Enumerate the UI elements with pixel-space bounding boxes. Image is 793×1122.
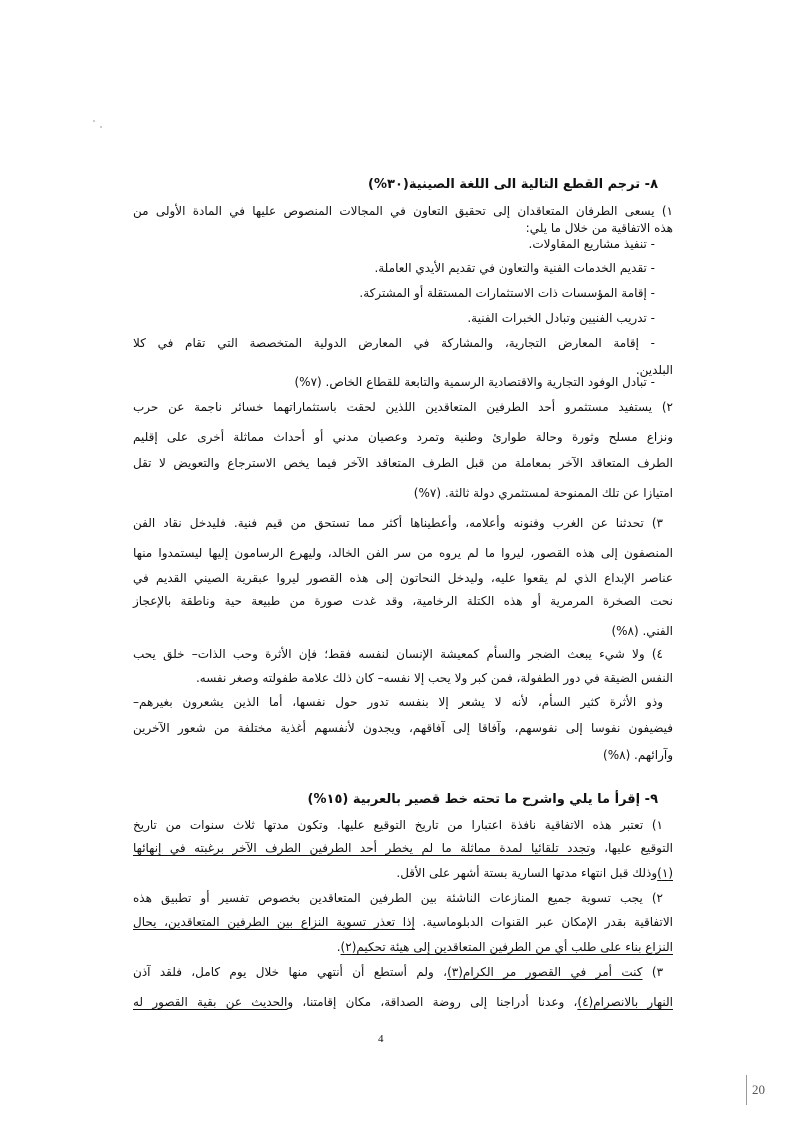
text-segment: البلدين. [635,363,673,377]
text-segment: ٤) ولا شيء يبعث الضجر والسأم كمعيشة الإنسان لنفسه فقط؛ فإن الأثرة وحب الذات– خلق يحب [133,647,663,661]
text-segment: المنصفون إلى هذه القصور، ليروا ما لم يروه من سر الفن الخالد، وليهرع الرسامون إليها ليستمدوا منها [133,546,673,560]
text-segment: الفني. (٨%) [611,624,673,638]
underlined-phrase: النزاع بناء على طلب أي من الطرفين المتعاقدين إلى هيئة تحكيم(٢) [340,940,673,954]
text-segment: ٢) يستفيد مستثمرو أحد الطرفين المتعاقدين اللذين لحقت باستثماراتهما خسائر ناجمة عن حرب [133,400,673,414]
text-segment: فيضيفون نفوسا إلى نفوسهم، وآفاقا إلى آفاقهم، ويجدون لأنفسهم أغذية مختلفة من شعور الآخرين [133,721,673,735]
text-line [133,335,655,351]
text-line [133,964,663,980]
text-segment: ١) تعتبر هذه الاتفاقية نافذة اعتبارا من تاريخ التوقيع عليها. وتكون مدتها ثلاث سنوات من تاريخ [133,818,663,832]
text-segment: ٣) تحدثنا عن الغرب وفنونه وأعلامه، وأعطيناها أكثر مما تستحق من قيم فنية. فليدخل نقاد الفن [133,516,663,530]
underlined-phrase: النهار بالانصرام(٤) [577,995,673,1009]
text-segment: الاتفاقية بقدر الإمكان عبر القنوات الدبلوماسية. [414,915,673,929]
text-line [133,310,655,326]
text-line [133,429,673,445]
text-line [133,593,673,609]
scan-speck [100,126,102,128]
section-9-title: ٩- إقرأ ما يلي واشرح ما تحته خط قصير بالعربية (١٥%) [307,792,658,807]
underlined-phrase: الحديث عن بقية القصور له [133,995,288,1009]
text-line [133,623,673,639]
text-line [133,939,673,955]
text-line [133,747,673,763]
text-segment: - إقامة المؤسسات ذات الاستثمارات المستقلة أو المشتركة. [359,286,655,300]
text-line [133,817,663,833]
sheet-number: 20 [752,1082,765,1097]
text-line [133,914,673,930]
text-line [133,646,663,662]
text-line [133,994,673,1010]
text-segment: النفس الضيقة في دور الطفولة، فمن كبر ولا يحب إلا نفسه– كان ذلك علامة طفولته وصغر نفسه. [195,671,673,685]
text-segment: ، ولم أستطع أن أنتهي منها خلال يوم كامل، فلقد آذن [133,965,448,979]
text-line [133,485,673,501]
text-line [133,515,663,531]
text-line [133,694,663,710]
text-segment: - إقامة المعارض التجارية، والمشاركة في المعارض الدولية المتخصصة التي تقام في كلا [133,336,655,350]
text-line [133,670,673,686]
text-line [133,455,673,471]
text-segment: - تدريب الفنيين وتبادل الخبرات الفنية. [467,311,655,325]
underlined-phrase: كنت أمر في القصور مر الكرام(٣) [447,965,643,979]
text-segment: امتيازا عن تلك الممنوحة لمستثمري دولة ثالثة. (٧%) [413,486,673,500]
text-line [133,260,655,276]
text-line [133,285,655,301]
text-line [133,399,673,415]
text-segment: - تنفيذ مشاريع المقاولات. [528,237,655,251]
text-line [133,720,673,736]
scan-edge-divider [746,1075,747,1105]
text-segment: - تبادل الوفود التجارية والاقتصادية الرسمية والتابعة للقطاع الخاص. (٧%) [294,375,655,389]
text-line [133,570,673,586]
text-segment: ، وعدنا أدراجنا إلى روضة الصداقة، مكان إقامتنا، و [287,995,578,1009]
text-segment: وذلك قبل انتهاء مدتها السارية بستة أشهر على الأقل. [396,866,658,880]
text-segment: - تقديم الخدمات الفنية والتعاون في تقديم الأيدي العاملة. [374,261,655,275]
text-segment: ٣) [642,965,664,979]
text-line [133,890,663,906]
text-line [133,545,673,561]
underlined-phrase: (١) [657,866,673,880]
text-segment: التوقيع عليها، و [589,841,673,855]
underlined-phrase: تجدد تلقائيا لمدة مماثلة ما لم يخطر أحد الطرفين الطرف الآخر برغبته في إنهائها [133,841,590,855]
scan-speck [93,120,95,122]
text-segment: . [336,940,341,954]
text-segment: ٢) يجب تسوية جميع المنازعات الناشئة بين الطرفين المتعاقدين بخصوص تفسير أو تطبيق هذه [133,891,663,905]
page-number: 4 [378,1033,384,1045]
text-segment: وذو الأثرة كثير السأم، لأنه لا يشعر إلا بنفسه تدور حول نفسها، أما الذين يشعرون بغيرهم– [133,695,663,709]
text-segment: وآرائهم. (٨%) [603,748,673,762]
section-8-title: ٨- ترجم القطع التالية الى اللغة الصينية(٣٠%) [368,177,658,192]
text-line [133,865,673,881]
text-segment: ونزاع مسلح وثورة وحالة طوارئ وطنية وتمرد وعصيان مدني أو أحداث مماثلة أخرى على إقليم [133,430,673,444]
underlined-phrase: إذا تعذر تسوية النزاع بين الطرفين المتعاقدين، يحال [133,915,415,929]
text-line [133,236,655,252]
text-line [133,220,673,236]
text-segment: هذه الاتفاقية من خلال ما يلي: [525,221,673,235]
text-line [133,374,655,390]
text-line [133,203,673,219]
text-segment: الطرف المتعاقد الآخر بمعاملة من قبل الطرف المتعاقد الآخر فيما يخص الاسترجاع والتعويض لا تقل [133,456,673,470]
text-segment: ١) يسعى الطرفان المتعاقدان إلى تحقيق التعاون في المجالات المنصوص عليها في المادة الأولى من [133,204,673,218]
text-line [133,840,673,856]
text-segment: نحت الصخرة المرمرية أو هذه الكتلة الرخامية، وقد غدت صورة من طبيعة حية وناطقة بالإعجاز [133,594,673,608]
text-segment: عناصر الإبداع الذي لم يقعوا عليه، وليدخل النحاتون إلى هذه القصور ليروا عبقرية الصيني القديم في [133,571,673,585]
